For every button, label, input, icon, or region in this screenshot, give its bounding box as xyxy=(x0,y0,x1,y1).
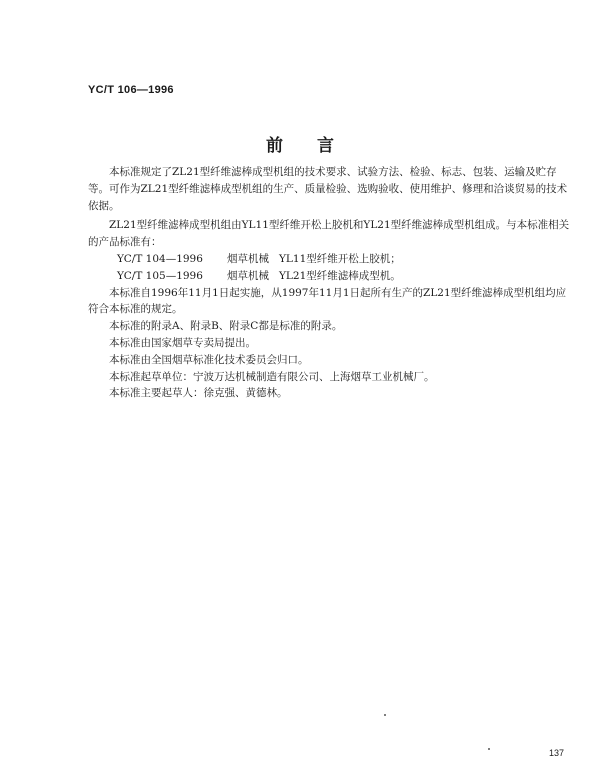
scan-speck xyxy=(488,748,490,750)
reference-category: 烟草机械 xyxy=(227,252,269,265)
reference-item xyxy=(88,268,576,285)
page-number: 137 xyxy=(549,748,565,758)
reference-category: 烟草机械 xyxy=(227,269,269,282)
scan-speck xyxy=(384,714,386,716)
paragraph-proposer: 本标准由国家烟草专卖局提出。 xyxy=(109,336,256,349)
paragraph-drafters: 本标准主要起草人：徐克强、黄德林。 xyxy=(109,387,288,400)
paragraph-committee: 本标准由全国烟草标准化技术委员会归口。 xyxy=(109,353,309,366)
reference-name: YL21型纤维滤棒成型机。 xyxy=(279,269,401,282)
reference-name: YL11型纤维开松上胶机； xyxy=(279,252,401,265)
reference-item xyxy=(88,251,576,268)
reference-code: YC/T 104—1996 xyxy=(117,252,203,265)
paragraph-composition: ZL21型纤维滤棒成型机组由YL11型纤维开松上胶机和YL21型纤维滤棒成型机组成。与本标准相关的产品标准有： xyxy=(88,219,570,249)
paragraph-scope: 本标准规定了ZL21型纤维滤棒成型机组的技术要求、试验方法、检验、标志、包装、运输及贮存等。可作为ZL21型纤维滤棒成型机组的生产、质量检验、选购验收、使用维护、修理和洽谈贸易的技术依据。 xyxy=(88,166,568,212)
paragraph-drafting-units: 本标准起草单位：宁波万达机械制造有限公司、上海烟草工业机械厂。 xyxy=(109,370,435,383)
foreword-body xyxy=(88,164,576,402)
standard-code: YC/T 106—1996 xyxy=(88,84,174,96)
paragraph-effective-date: 本标准自1996年11月1日起实施，从1997年11月1日起所有生产的ZL21型纤维滤棒成型机组均应符合本标准的规定。 xyxy=(88,286,567,316)
reference-code: YC/T 105—1996 xyxy=(117,269,203,282)
page-title: 前言 xyxy=(266,136,368,156)
paragraph-appendices: 本标准的附录A、附录B、附录C都是标准的附录。 xyxy=(109,320,343,333)
